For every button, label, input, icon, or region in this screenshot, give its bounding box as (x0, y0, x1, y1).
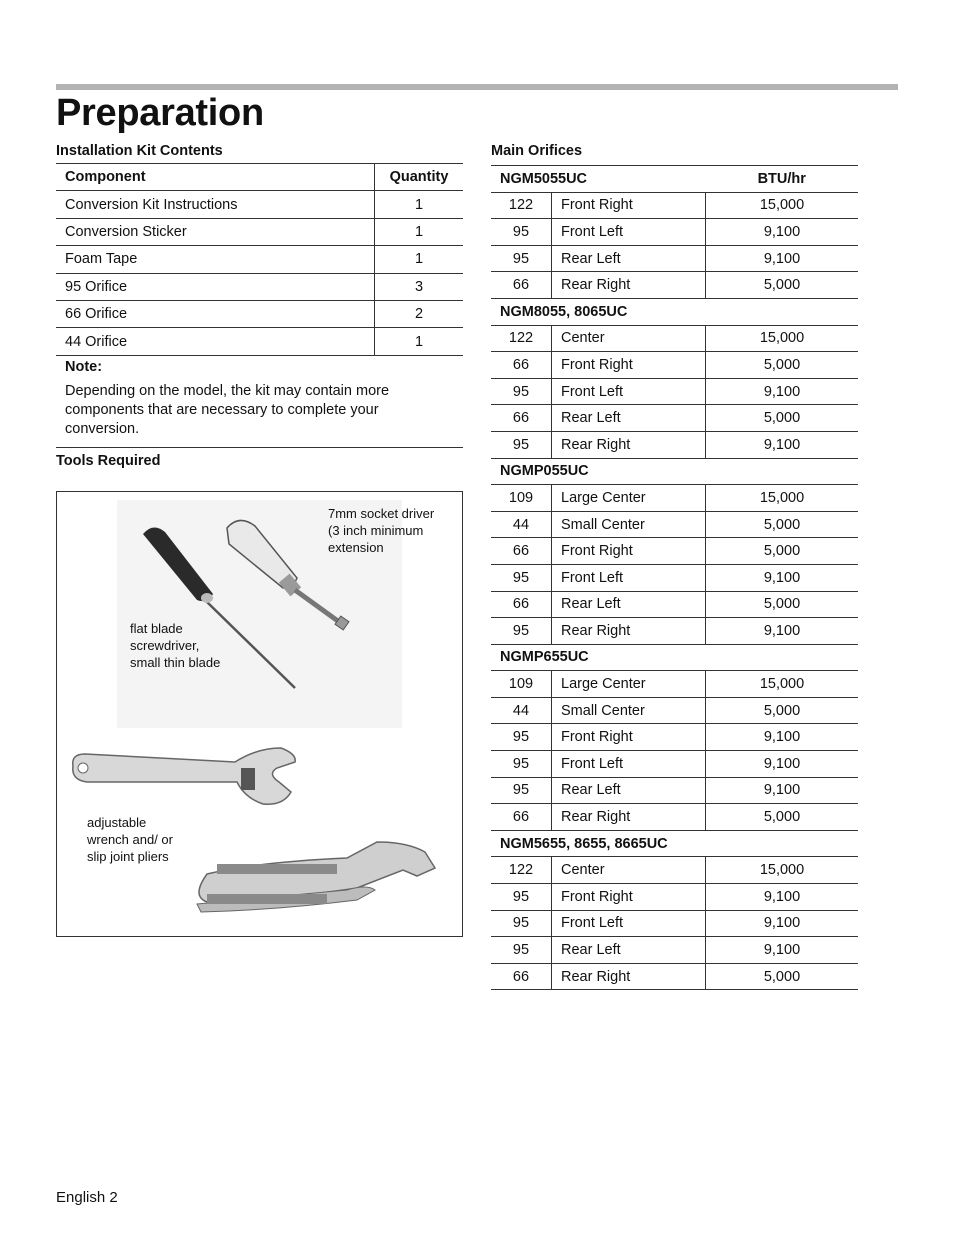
orifice-row (491, 192, 858, 219)
kit-row (56, 246, 463, 273)
btu-value: 15,000 (706, 325, 859, 352)
burner-location: Rear Right (552, 963, 706, 990)
tools-heading: Tools Required (56, 453, 161, 469)
orifice-row (491, 884, 858, 911)
page-title: Preparation (56, 92, 264, 134)
kit-table (56, 163, 463, 448)
btu-value: 5,000 (706, 697, 859, 724)
orifice-row (491, 245, 858, 272)
model-name: NGM5055UC (491, 166, 706, 193)
kit-row (56, 218, 463, 245)
slip-joint-pliers-icon (197, 842, 435, 912)
orifice-row (491, 352, 858, 379)
btu-value: 9,100 (706, 884, 859, 911)
btu-value: 9,100 (706, 910, 859, 937)
orifice-size: 66 (491, 405, 552, 432)
orifice-row (491, 671, 858, 698)
btu-value: 9,100 (706, 751, 859, 778)
orifice-size: 66 (491, 591, 552, 618)
burner-location: Front Left (552, 910, 706, 937)
orifice-row (491, 325, 858, 352)
orifice-size: 95 (491, 751, 552, 778)
kit-component: 95 Orifice (56, 273, 375, 300)
burner-location: Rear Left (552, 245, 706, 272)
orifice-size: 109 (491, 671, 552, 698)
orifice-row (491, 910, 858, 937)
orifice-size: 66 (491, 963, 552, 990)
orifice-size: 109 (491, 485, 552, 512)
btu-value: 9,100 (706, 618, 859, 645)
wrench-label: adjustable wrench and/ or slip joint pliers (87, 815, 173, 864)
btu-value: 9,100 (706, 937, 859, 964)
note-text: Depending on the model, the kit may contain more components that are necessary to complete your conversion. (56, 378, 463, 448)
kit-quantity: 1 (375, 191, 464, 218)
burner-location: Center (552, 325, 706, 352)
btu-value: 5,000 (706, 591, 859, 618)
kit-quantity: 2 (375, 300, 464, 327)
btu-header: BTU/hr (706, 166, 859, 193)
burner-location: Small Center (552, 697, 706, 724)
model-name: NGMP655UC (491, 644, 858, 671)
btu-value: 15,000 (706, 192, 859, 219)
btu-value: 5,000 (706, 963, 859, 990)
orifice-row (491, 272, 858, 299)
orifices-heading: Main Orifices (491, 143, 583, 159)
burner-location: Small Center (552, 511, 706, 538)
burner-location: Front Left (552, 219, 706, 246)
kit-header-row (56, 164, 463, 191)
burner-location: Large Center (552, 671, 706, 698)
model-name: NGM5655, 8655, 8665UC (491, 830, 858, 857)
model-group-row (491, 458, 858, 485)
orifice-size: 44 (491, 697, 552, 724)
kit-row (56, 328, 463, 355)
orifice-size: 95 (491, 910, 552, 937)
orifice-size: 95 (491, 937, 552, 964)
burner-location: Center (552, 857, 706, 884)
kit-row (56, 300, 463, 327)
orifice-row (491, 724, 858, 751)
burner-location: Rear Left (552, 777, 706, 804)
burner-location: Rear Right (552, 618, 706, 645)
orifice-row (491, 219, 858, 246)
tools-drawing (57, 492, 462, 936)
orifices-table (491, 165, 858, 990)
orifice-row (491, 697, 858, 724)
kit-col-quantity: Quantity (375, 164, 464, 191)
orifice-row (491, 963, 858, 990)
note-body-row (56, 378, 463, 448)
orifice-row (491, 485, 858, 512)
kit-component: 44 Orifice (56, 328, 375, 355)
orifice-row (491, 618, 858, 645)
kit-quantity: 1 (375, 328, 464, 355)
burner-location: Rear Right (552, 804, 706, 831)
btu-value: 5,000 (706, 272, 859, 299)
orifice-size: 95 (491, 245, 552, 272)
btu-value: 15,000 (706, 485, 859, 512)
orifice-size: 122 (491, 857, 552, 884)
orifice-row (491, 751, 858, 778)
note-label-row (56, 355, 463, 378)
orifice-row (491, 937, 858, 964)
orifice-size: 66 (491, 804, 552, 831)
kit-component: 66 Orifice (56, 300, 375, 327)
burner-location: Rear Right (552, 431, 706, 458)
burner-location: Large Center (552, 485, 706, 512)
orifice-row (491, 564, 858, 591)
burner-location: Front Left (552, 564, 706, 591)
burner-location: Front Right (552, 724, 706, 751)
page-footer: English 2 (56, 1189, 118, 1206)
btu-value: 5,000 (706, 405, 859, 432)
screwdriver-label: flat blade screwdriver, small thin blade (130, 621, 221, 670)
kit-row (56, 191, 463, 218)
orifice-row (491, 431, 858, 458)
orifice-row (491, 511, 858, 538)
orifice-size: 44 (491, 511, 552, 538)
orifice-row (491, 405, 858, 432)
orifice-row (491, 538, 858, 565)
kit-row (56, 273, 463, 300)
orifice-size: 95 (491, 618, 552, 645)
header-rule (56, 84, 898, 90)
orifice-size: 95 (491, 724, 552, 751)
burner-location: Rear Left (552, 937, 706, 964)
btu-value: 5,000 (706, 352, 859, 379)
kit-component: Conversion Kit Instructions (56, 191, 375, 218)
burner-location: Rear Left (552, 405, 706, 432)
orifice-size: 95 (491, 431, 552, 458)
kit-heading: Installation Kit Contents (56, 143, 223, 159)
orifice-size: 95 (491, 564, 552, 591)
btu-value: 9,100 (706, 777, 859, 804)
orifice-size: 95 (491, 884, 552, 911)
btu-value: 9,100 (706, 378, 859, 405)
burner-location: Front Right (552, 884, 706, 911)
kit-quantity: 3 (375, 273, 464, 300)
burner-location: Front Right (552, 192, 706, 219)
btu-value: 9,100 (706, 431, 859, 458)
orifice-size: 95 (491, 378, 552, 405)
btu-value: 15,000 (706, 671, 859, 698)
btu-value: 9,100 (706, 245, 859, 272)
btu-value: 5,000 (706, 538, 859, 565)
model-group-row (491, 298, 858, 325)
orifice-size: 95 (491, 777, 552, 804)
kit-component: Foam Tape (56, 246, 375, 273)
kit-col-component: Component (56, 164, 375, 191)
btu-value: 5,000 (706, 511, 859, 538)
orifice-size: 95 (491, 219, 552, 246)
tools-illustration (56, 491, 463, 937)
orifice-size: 122 (491, 325, 552, 352)
orifice-size: 66 (491, 538, 552, 565)
orifice-row (491, 378, 858, 405)
burner-location: Rear Left (552, 591, 706, 618)
burner-location: Front Right (552, 352, 706, 379)
btu-value: 9,100 (706, 564, 859, 591)
btu-value: 5,000 (706, 804, 859, 831)
model-group-row (491, 644, 858, 671)
btu-value: 15,000 (706, 857, 859, 884)
btu-value: 9,100 (706, 724, 859, 751)
socket-driver-label: 7mm socket driver (3 inch minimum extension (328, 506, 435, 555)
btu-value: 9,100 (706, 219, 859, 246)
model-name: NGM8055, 8065UC (491, 298, 858, 325)
orifice-row (491, 591, 858, 618)
orifice-size: 122 (491, 192, 552, 219)
note-label: Note: (65, 358, 103, 375)
model-group-row (491, 830, 858, 857)
orifice-size: 66 (491, 352, 552, 379)
orifice-row (491, 857, 858, 884)
burner-location: Front Left (552, 751, 706, 778)
kit-component: Conversion Sticker (56, 218, 375, 245)
orifice-size: 66 (491, 272, 552, 299)
orifice-row (491, 777, 858, 804)
burner-location: Front Left (552, 378, 706, 405)
adjustable-wrench-icon (73, 748, 295, 804)
burner-location: Front Right (552, 538, 706, 565)
model-group-row (491, 166, 858, 193)
model-name: NGMP055UC (491, 458, 858, 485)
kit-quantity: 1 (375, 218, 464, 245)
orifice-row (491, 804, 858, 831)
kit-quantity: 1 (375, 246, 464, 273)
burner-location: Rear Right (552, 272, 706, 299)
